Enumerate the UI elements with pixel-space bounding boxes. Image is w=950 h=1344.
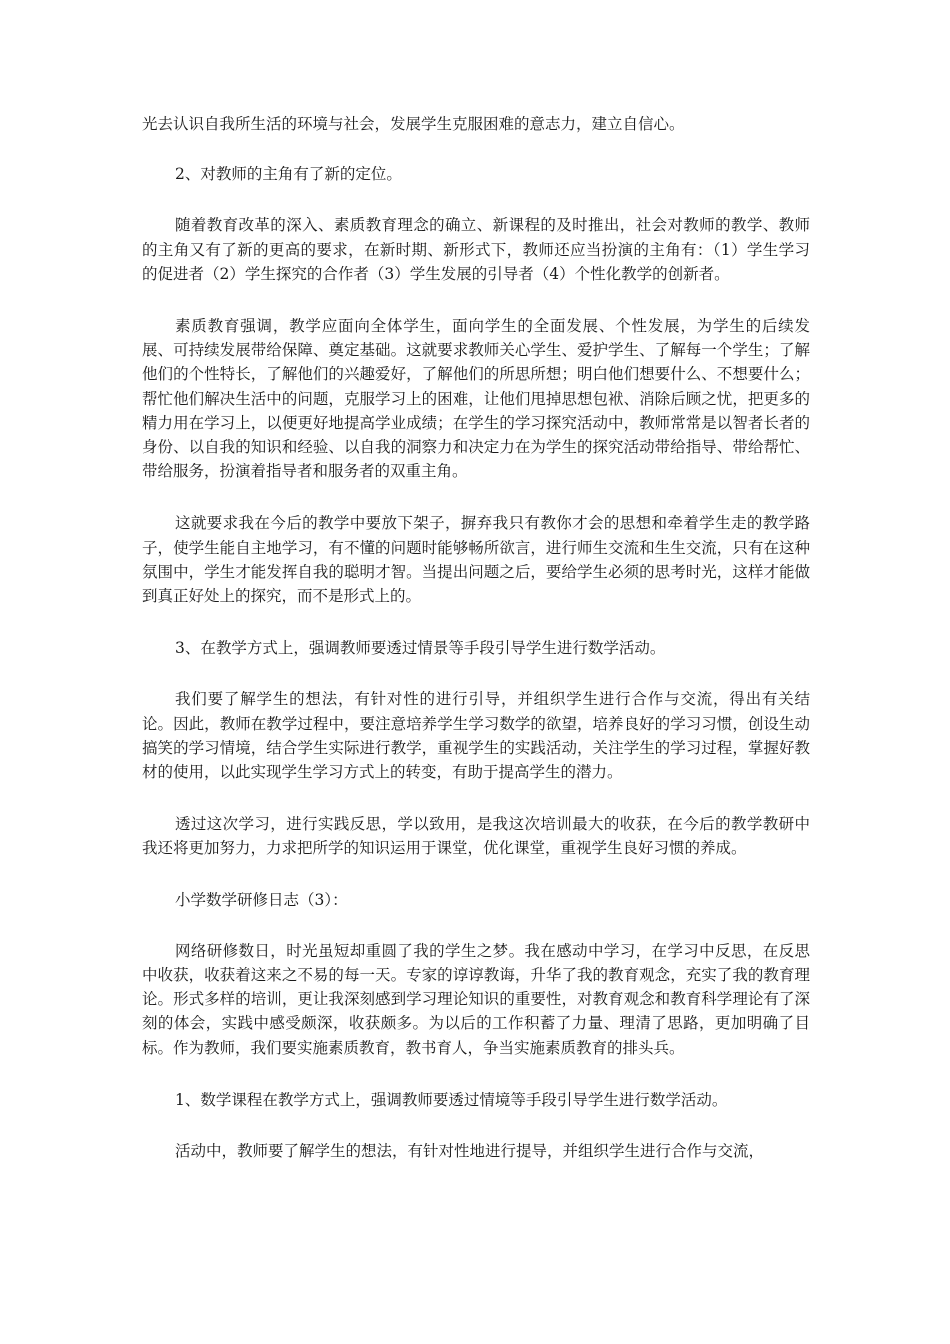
paragraph-quality-education: 素质教育强调，教学应面向全体学生，面向学生的全面发展、个性发展，为学生的后续发展、可持续发展带给保障、奠定基础。这就要求教师关心学生、爱护学生、了解每一个学生；了解他们的个性特长，了解他们的兴趣爱好，了解他们的所思所想；明白他们想要什么、不想要什么；帮忙他们解决生活中的问题，克服学习上的困难，让他们甩掉思想包袱、消除后顾之忧，把更多的精力用在学习上，以便更好地提高学业成绩；在学生的学习探究活动中，教师常常是以智者长者的身份、以自我的知识和经验、以自我的洞察力和决定力在为学生的探究活动带给指导、带给帮忙、带给服务，扮演着指导者和服务者的双重主角。 bbox=[142, 317, 810, 481]
section-heading-teacher-role: 2、对教师的主角有了新的定位。 bbox=[175, 165, 402, 184]
section-heading-math-curriculum: 1、数学课程在教学方式上，强调教师要透过情境等手段引导学生进行数学活动。 bbox=[175, 1090, 728, 1109]
paragraph-teaching-approach: 这就要求我在今后的教学中要放下架子，摒弃我只有教你才会的思想和牵着学生走的教学路子，使学生能自主地学习，有不懂的问题时能够畅所欲言，进行师生交流和生生交流，只有在这种氛围中，学生才能发挥自我的聪明才智。当提出问题之后，要给学生必须的思考时光，这样才能做到真正好处上的探究，而不是形式上的。 bbox=[142, 514, 810, 606]
paragraph-teacher-roles: 随着教育改革的深入、素质教育理念的确立、新课程的及时推出，社会对教师的教学、教师的主角又有了新的更高的要求，在新时期、新形式下，教师还应当扮演的主角有：（1）学生学习的促进者（2）学生探究的合作者（3）学生发展的引导者（4）个性化教学的创新者。 bbox=[142, 216, 810, 283]
paragraph-online-training: 网络研修数日，时光虽短却重圆了我的学生之梦。我在感动中学习，在学习中反思，在反思中收获，收获着这来之不易的每一天。专家的谆谆教诲，升华了我的教育观念，充实了我的教育理论。形式多样的培训，更让我深刻感到学习理论知识的重要性，对教育观念和教育科学理论有了深刻的体会，实践中感受颇深，收获颇多。为以后的工作积蓄了力量、理清了思路，更加明确了目标。作为教师，我们要实施素质教育，教书育人，争当实施素质教育的排头兵。 bbox=[142, 941, 810, 1057]
section-heading-teaching-methods: 3、在教学方式上，强调教师要透过情景等手段引导学生进行数学活动。 bbox=[175, 639, 666, 658]
document-body bbox=[142, 112, 810, 1163]
paragraph-continuation: 光去认识自我所生活的环境与社会，发展学生克服困难的意志力，建立自信心。 bbox=[142, 115, 685, 133]
paragraph-training-summary: 透过这次学习，进行实践反思，学以致用，是我这次培训最大的收获，在今后的教学教研中我还将更加努力，力求把所学的知识运用于课堂，优化课堂，重视学生良好习惯的养成。 bbox=[142, 815, 810, 858]
journal-title: 小学数学研修日志（3）： bbox=[175, 890, 348, 909]
paragraph-activity: 活动中，教师要了解学生的想法，有针对性地进行提导，并组织学生进行合作与交流， bbox=[175, 1142, 765, 1161]
paragraph-student-guidance: 我们要了解学生的想法，有针对性的进行引导，并组织学生进行合作与交流，得出有关结论。因此，教师在教学过程中，要注意培养学生学习数学的欲望，培养良好的学习习惯，创设生动搞笑的学习情境，结合学生实际进行教学，重视学生的实践活动，关注学生的学习过程，掌握好教材的使用，以此实现学生学习方式上的转变，有助于提高学生的潜力。 bbox=[142, 690, 810, 782]
